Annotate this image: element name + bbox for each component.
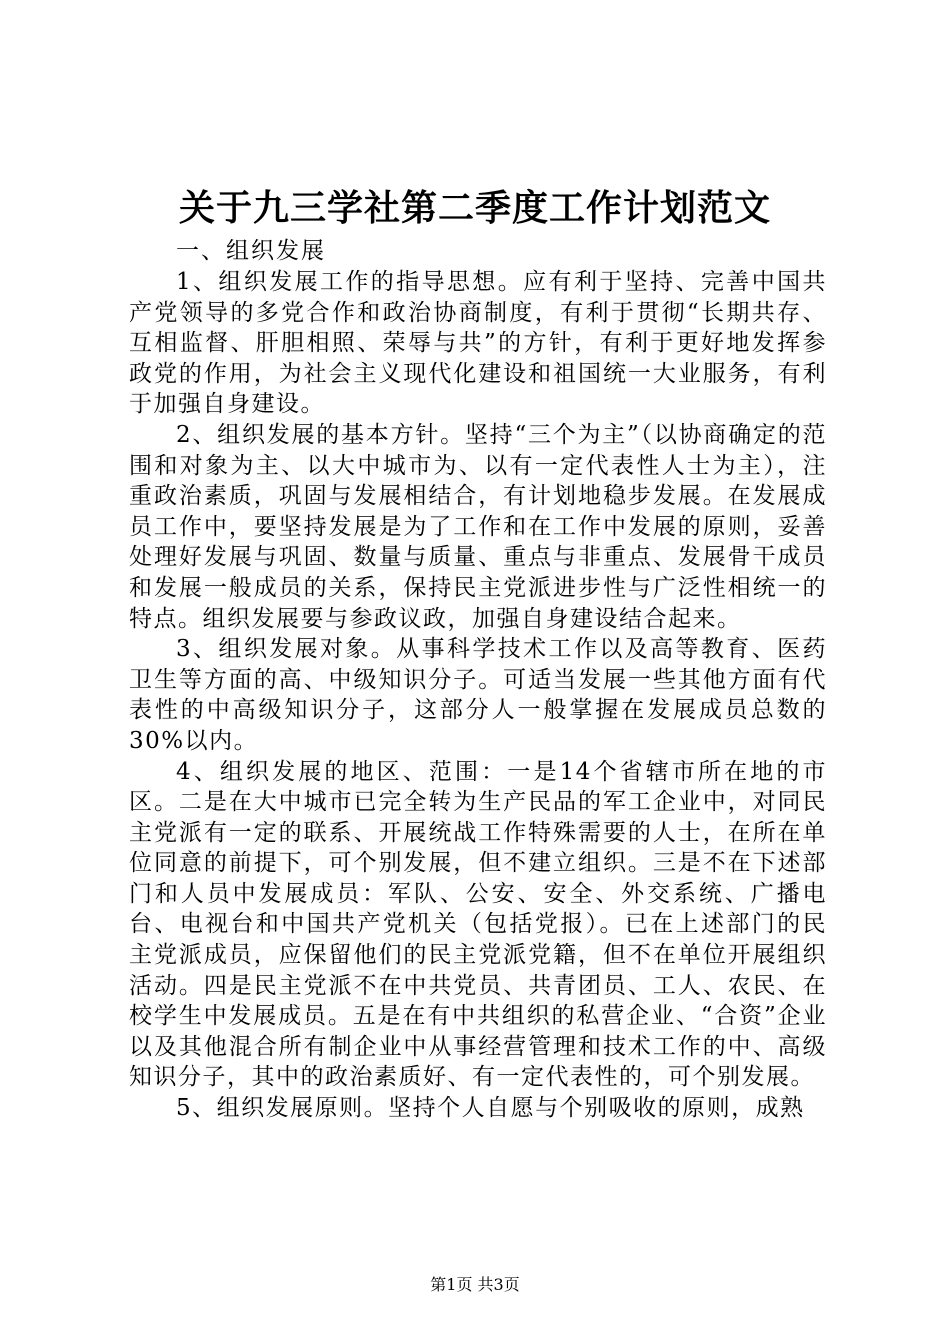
section-heading: 一、组织发展 [176,238,326,264]
paragraph-guiding-ideology: 1、组织发展工作的指导思想。应有利于坚持、完善中国共产党领导的多党合作和政治协商制度，有利于贯彻“长期共存、互相监督、肝胆相照、荣辱与共”的方针，有利于更好地发挥参政党的作用，为社会主义现代化建设和祖国统一大业服务，有利于加强自身建设。 [129,269,827,418]
paragraph-basic-policy: 2、组织发展的基本方针。坚持“三个为主”（以协商确定的范围和对象为主、以大中城市为、以有一定代表性人士为主），注重政治素质，巩固与发展相结合，有计划地稳步发展。在发展成员工作中，要坚持发展是为了工作和在工作中发展的原则，妥善处理好发展与巩固、数量与质量、重点与非重点、发展骨干成员和发展一般成员的关系，保持民主党派进步性与广泛性相统一的特点。组织发展要与参政议政，加强自身建设结合起来。 [129,421,827,632]
paragraph-development-targets: 3、组织发展对象。从事科学技术工作以及高等教育、医药卫生等方面的高、中级知识分子。可适当发展一些其他方面有代表性的中高级知识分子，这部分人一般掌握在发展成员总数的30%以内。 [129,636,827,754]
page-indicator: 第1页 共3页 [430,1275,520,1294]
document-body [129,236,827,1124]
document-title: 关于九三学社第二季度工作计划范文 [178,187,771,229]
paragraph-regions-scope: 4、组织发展的地区、范围：一是14个省辖市所在地的市区。二是在大中城市已完全转为生产民品的军工企业中，对同民主党派有一定的联系、开展统战工作特殊需要的人士，在所在单位同意的前提下，可个别发展，但不建立组织。三是不在下述部门和人员中发展成员：军队、公安、安全、外交系统、广播电台、电视台和中国共产党机关（包括党报）。已在上述部门的民主党派成员，应保留他们的民主党派党籍，但不在单位开展组织活动。四是民主党派不在中共党员、共青团员、工人、农民、在校学生中发展成员。五是在有中共组织的私营企业、“合资”企业以及其他混合所有制企业中从事经营管理和技术工作的中、高级知识分子，其中的政治素质好、有一定代表性的，可个别发展。 [129,758,827,1091]
paragraph-principles: 5、组织发展原则。坚持个人自愿与个别吸收的原则，成熟 [176,1095,805,1122]
